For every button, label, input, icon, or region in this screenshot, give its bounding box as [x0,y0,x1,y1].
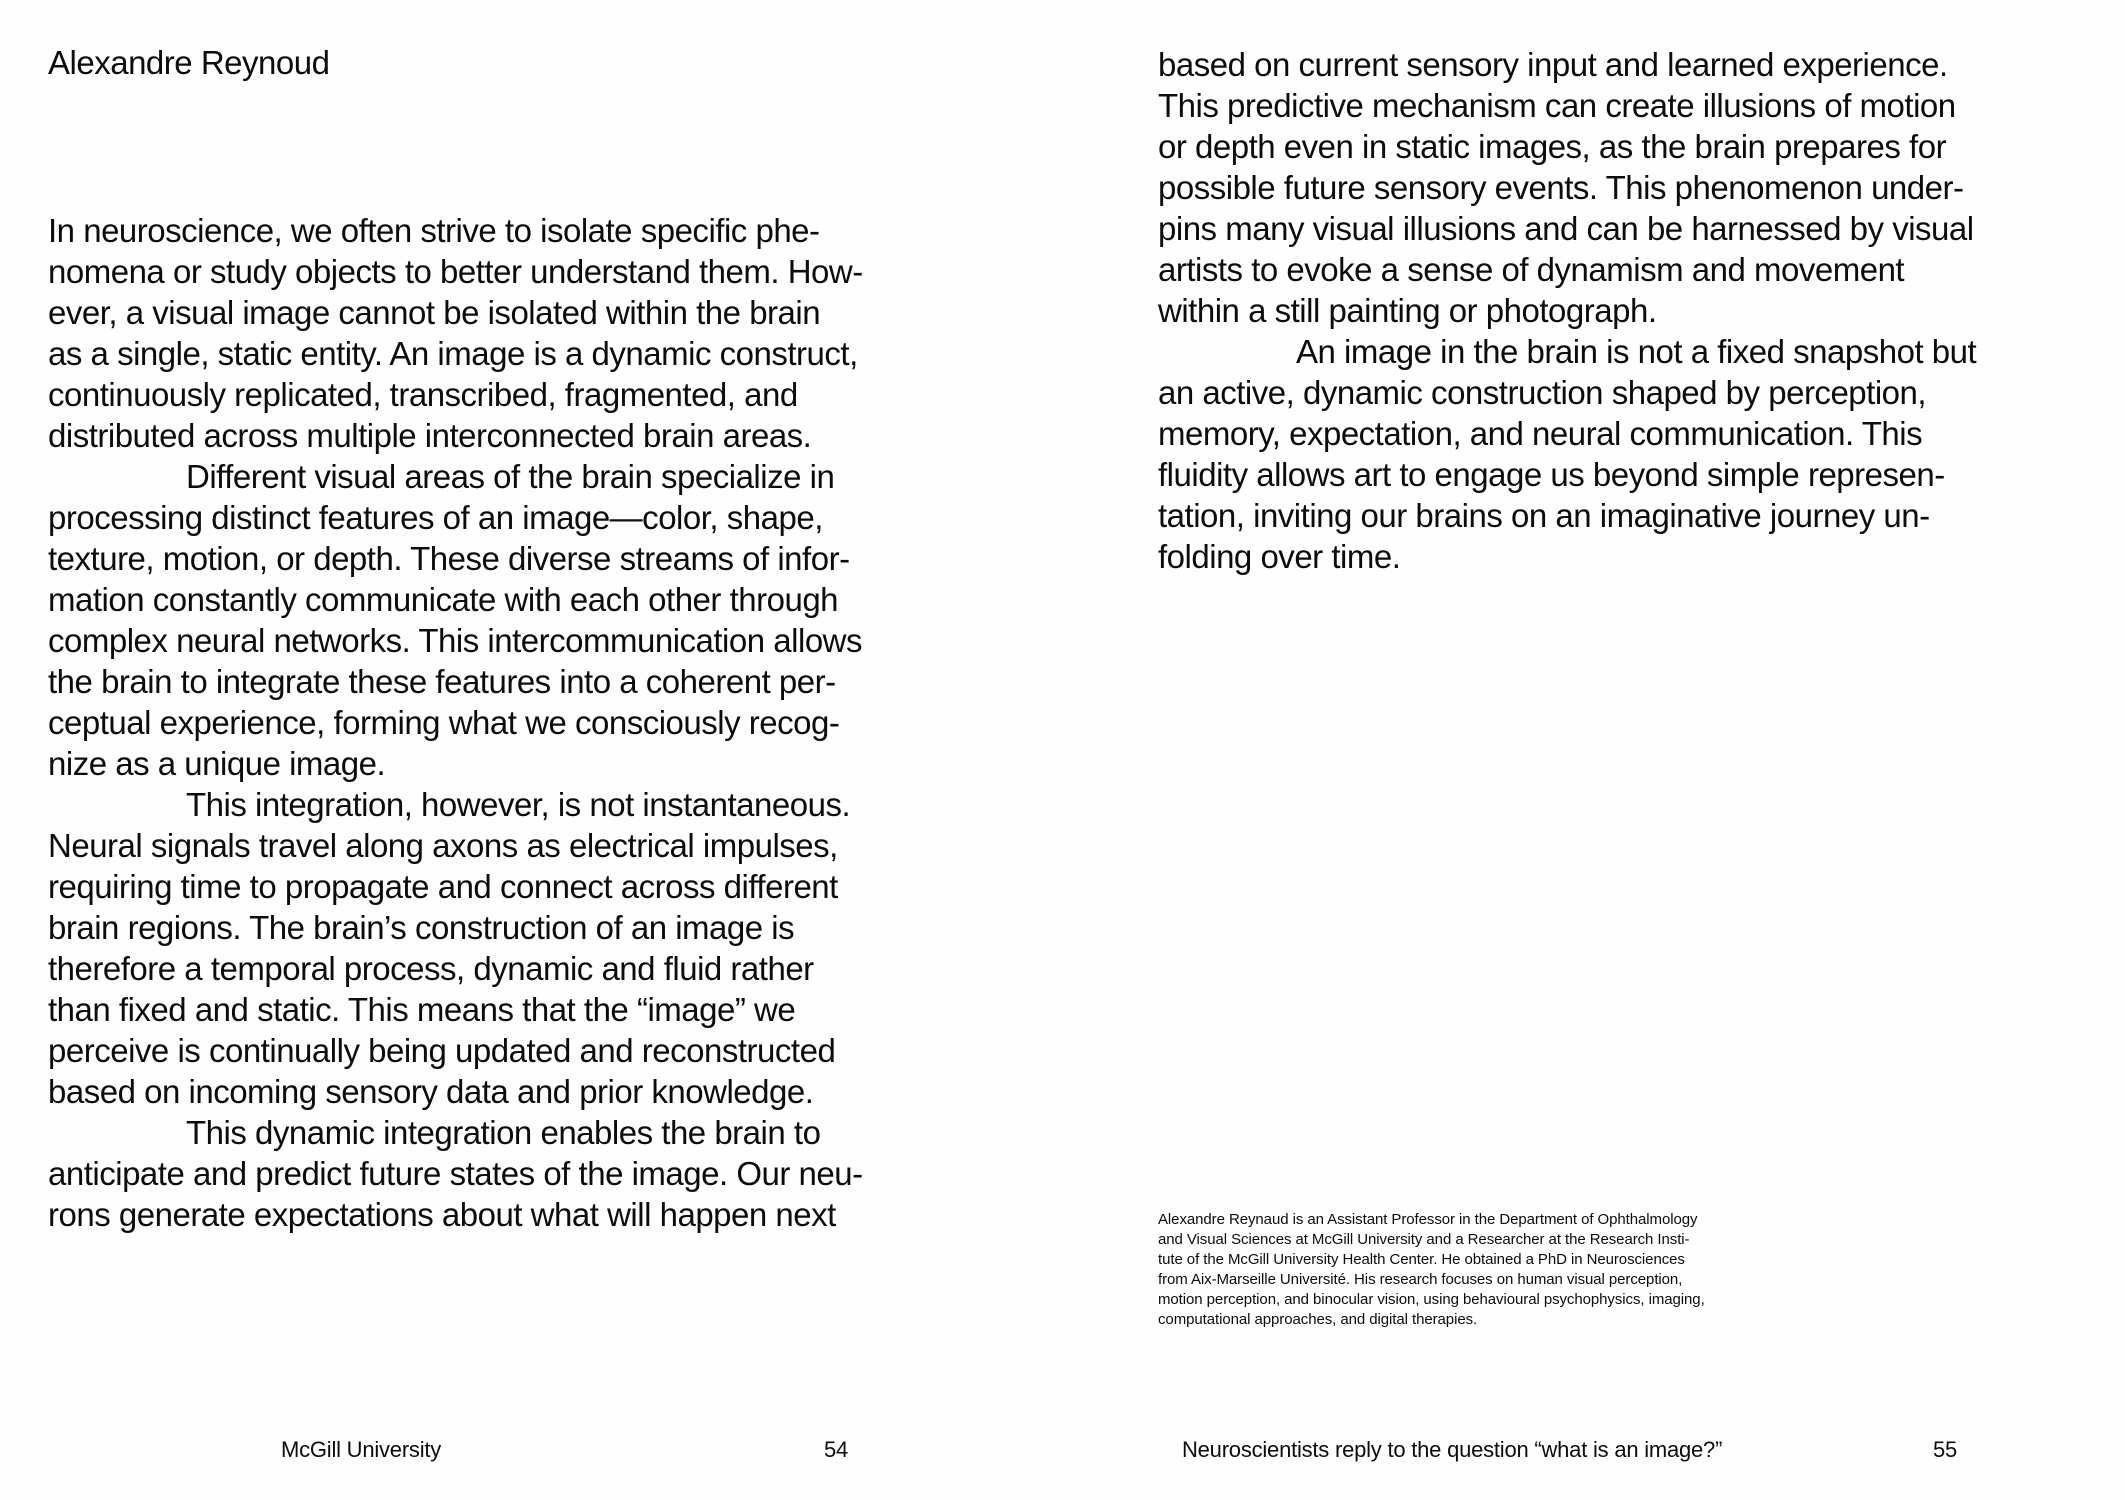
text-line: nize as a unique image. [48,745,386,782]
text-line: rons generate expectations about what will happen next [48,1196,836,1233]
text-line: the brain to integrate these features into a coherent per- [48,663,836,700]
left-page-number: 54 [823,1437,848,1462]
text-line: pins many visual illusions and can be harnessed by visual [1158,210,1974,247]
text-line: This predictive mechanism can create illusions of motion [1158,87,1956,124]
text-line: ceptual experience, forming what we consciously recog- [48,704,840,741]
right-page-body-text [1158,44,2118,577]
text-line: mation constantly communicate with each other through [48,581,839,618]
text-line: and Visual Sciences at McGill University and a Researcher at the Research Insti- [1158,1231,1690,1248]
text-line: motion perception, and binocular vision, using behavioural psychophysics, imaging, [1158,1291,1705,1308]
text-line: Different visual areas of the brain specialize in [186,458,835,495]
text-line: An image in the brain is not a fixed snapshot but [1296,333,1977,370]
text-line: Neural signals travel along axons as electrical impulses, [48,827,838,864]
text-line: tute of the McGill University Health Center. He obtained a PhD in Neurosciences [1158,1251,1685,1268]
text-line: processing distinct features of an image—color, shape, [48,499,823,536]
text-line: therefore a temporal process, dynamic and fluid rather [48,950,814,987]
page-fold-divider [1062,0,1063,1500]
text-line: based on current sensory input and learned experience. [1158,46,1948,83]
text-line: based on incoming sensory data and prior knowledge. [48,1073,814,1110]
text-line: perceive is continually being updated and reconstructed [48,1032,836,1069]
text-line: possible future sensory events. This phenomenon under- [1158,169,1964,206]
footer-running-title: Neuroscientists reply to the question “what is an image?” [1182,1437,1723,1462]
text-line: folding over time. [1158,538,1401,575]
text-line: complex neural networks. This intercommunication allows [48,622,863,659]
text-line: requiring time to propagate and connect across different [48,868,838,905]
text-line: than fixed and static. This means that the “image” we [48,991,796,1028]
text-line: Alexandre Reynaud is an Assistant Professor in the Department of Ophthalmology [1158,1211,1698,1228]
author-name: Alexandre Reynoud [48,44,330,81]
text-line: This integration, however, is not instantaneous. [186,786,851,823]
footer-imprint: McGill University [281,1437,442,1462]
text-line: brain regions. The brain’s construction of an image is [48,909,795,946]
text-line: texture, motion, or depth. These diverse streams of infor- [48,540,850,577]
text-line: artists to evoke a sense of dynamism and movement [1158,251,1905,288]
text-line: as a single, static entity. An image is a dynamic construct, [48,335,858,372]
text-line: computational approaches, and digital therapies. [1158,1311,1478,1328]
text-line: anticipate and predict future states of the image. Our neu- [48,1155,863,1192]
text-line: This dynamic integration enables the brain to [186,1114,821,1151]
right-page-footer [1182,1437,1957,1463]
author-bio [1158,1210,1858,1330]
left-page-footer [281,1437,848,1463]
left-page-body-text [48,210,1008,1235]
text-line: In neuroscience, we often strive to isolate specific phe- [48,212,820,249]
text-line: within a still painting or photograph. [1158,292,1657,329]
text-line: tation, inviting our brains on an imaginative journey un- [1158,497,1930,534]
text-line: or depth even in static images, as the brain prepares for [1158,128,1947,165]
text-line: distributed across multiple interconnected brain areas. [48,417,812,454]
text-line: an active, dynamic construction shaped by perception, [1158,374,1927,411]
text-line: continuously replicated, transcribed, fragmented, and [48,376,798,413]
text-line: ever, a visual image cannot be isolated within the brain [48,294,821,331]
text-line: memory, expectation, and neural communication. This [1158,415,1923,452]
right-page-number: 55 [1932,1437,1957,1462]
text-line: fluidity allows art to engage us beyond simple represen- [1158,456,1945,493]
text-line: from Aix-Marseille Université. His research focuses on human visual perception, [1158,1271,1683,1288]
text-line: nomena or study objects to better understand them. How- [48,253,863,290]
